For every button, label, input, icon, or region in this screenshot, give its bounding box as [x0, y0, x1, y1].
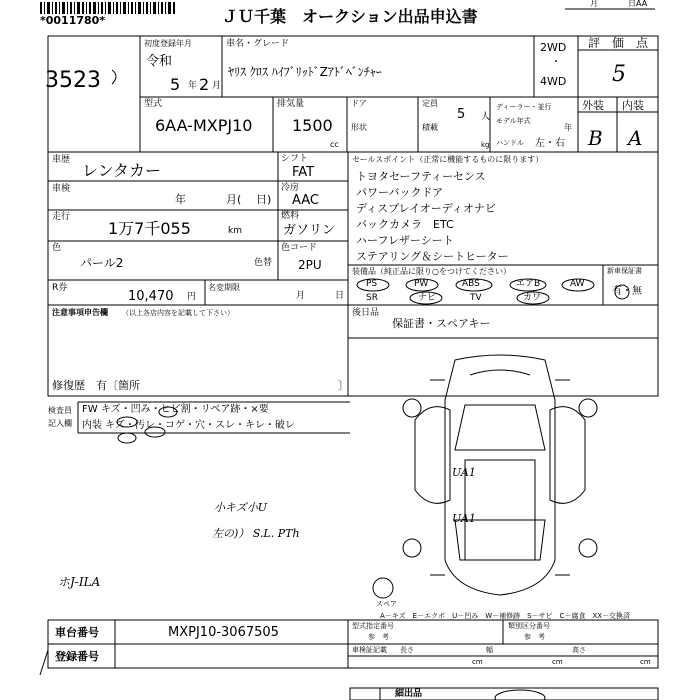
mileage-value: 1万7千055	[108, 219, 191, 238]
length-label: 長さ	[400, 646, 414, 654]
inspection-day: 日)	[256, 193, 272, 206]
color-replaced-label: 色替	[254, 258, 273, 268]
name-change-month: 月	[296, 291, 306, 301]
handwritten-note-3: ホJ-ILA	[58, 575, 101, 589]
interior-grade: A	[628, 126, 643, 150]
color-code: 2PU	[298, 258, 322, 272]
form-title: ＪＵ千葉 オークション出品申込書	[222, 7, 478, 26]
sales-point-item: ハーフレザーシート	[356, 234, 454, 247]
sales-point-item: トヨタセーフティーセンス	[356, 170, 486, 183]
score-label: 評 価 点	[588, 36, 649, 50]
dealer-label: ディーラー・並行	[496, 103, 552, 111]
model-value: 6AA-MXPJ10	[155, 116, 253, 135]
barcode-serial: *0011780*	[40, 14, 106, 27]
type-cert-label: 型式指定番号	[352, 622, 394, 630]
handle-value: 左・右	[535, 138, 565, 149]
sales-points-label: セールスポイント（正常に機能するものに限ります）	[352, 155, 544, 164]
inspector-row-exterior: FW キズ・凹み・ヒビ割・リペア跡・×要	[82, 404, 269, 415]
doors-label: ドア	[351, 99, 367, 108]
sales-point-item: ステアリング＆シートヒーター	[356, 250, 509, 263]
score-value: 5	[612, 62, 626, 87]
shift-label: シフト	[281, 154, 309, 164]
color-value: パール2	[80, 256, 124, 270]
chassis-value: MXPJ10-3067505	[168, 625, 279, 640]
handwritten-note-1: 小キズ小U	[214, 501, 268, 514]
chassis-label: 車台番号	[55, 626, 99, 639]
equip-pw: PW	[414, 279, 429, 289]
new-car-warranty-choice: 有・無	[612, 286, 642, 297]
first-reg-month: 2	[199, 75, 210, 94]
inspection-year: 年	[175, 193, 186, 206]
drive-4wd: 4WD	[540, 75, 567, 88]
inspection-label: 車検	[52, 184, 71, 194]
notes-label: 注意事項申告欄	[52, 308, 108, 317]
first-reg-year: 5	[170, 75, 181, 94]
inspector-row-interior: 内装 キズ・汚レ・コゲ・穴・スレ・キレ・破レ	[82, 420, 295, 431]
first-reg-year-suffix: 年	[188, 81, 198, 91]
spare-label: スペア	[376, 600, 397, 608]
equip-aw: AW	[570, 279, 585, 289]
diagram-mark-2: UA1	[452, 512, 476, 525]
sales-point-item: バックカメラ ETC	[356, 218, 454, 231]
interior-label: 内装	[622, 99, 644, 112]
shape-label: 形状	[351, 123, 367, 132]
model-year-unit: 年	[564, 123, 572, 132]
sales-point-item: ディスプレイオーディオナビ	[356, 202, 496, 215]
equip-airbag: エアB	[516, 279, 541, 289]
load-label: 積載	[422, 123, 438, 132]
drive-2wd: 2WD	[540, 41, 567, 54]
displacement-label: 排気量	[277, 99, 305, 109]
color-code-label: 色コード	[281, 243, 318, 253]
equip-abs: ABS	[462, 279, 480, 289]
history-label: 車歴	[52, 155, 71, 165]
registration-label: 登録番号	[55, 650, 99, 663]
date-day-label: 日AA	[628, 0, 648, 8]
name-change-day: 日	[335, 291, 345, 301]
new-car-warranty-label: 新車保証書	[607, 267, 642, 275]
capacity-value: 5	[457, 107, 466, 122]
capacity-label: 定員	[422, 99, 438, 108]
width-cm: cm	[552, 658, 563, 666]
repair-history-label: 修復歴 有〔箇所	[52, 379, 140, 392]
recycle-label: R券	[52, 283, 68, 293]
inspector-entry-label: 記入欄	[48, 419, 72, 428]
height-label: 高さ	[572, 646, 586, 654]
vehicle-name-label: 車名・グレード	[226, 39, 290, 49]
equip-navi: ナビ	[418, 293, 437, 303]
type-cert-ref: 参 考	[368, 633, 389, 641]
name-change-label: 名変期限	[208, 283, 240, 292]
first-reg-label: 初度登録年月	[144, 39, 192, 48]
aircon-value: AAC	[292, 193, 319, 208]
width-label: 幅	[486, 646, 493, 654]
length-cm: cm	[472, 658, 483, 666]
rear-items-value: 保証書・スペアキー	[392, 317, 491, 330]
vehicle-name: ﾔﾘｽ ｸﾛｽ ﾊｲﾌﾞﾘｯﾄﾞZｱﾄﾞﾍﾞﾝﾁｬｰ	[228, 65, 382, 79]
mileage-label: 走行	[52, 212, 71, 222]
equipment-label: 装備品（純正品に限り○をつけてください）	[352, 267, 511, 276]
displacement-value: 1500	[292, 116, 333, 135]
fuel-value: ガソリン	[283, 223, 336, 238]
handwritten-note-2: 左の)） S.L. PTh	[212, 527, 300, 540]
diagram-mark-1: UA1	[452, 466, 476, 479]
load-unit: kg	[481, 141, 490, 149]
capacity-unit: 人	[481, 112, 491, 122]
height-cm: cm	[640, 658, 651, 666]
recycle-value: 10,470	[128, 289, 174, 304]
model-label: 型式	[144, 99, 163, 109]
color-label: 色	[52, 243, 62, 253]
rear-items-label: 後日品	[352, 308, 380, 318]
aircon-label: 冷房	[281, 183, 300, 193]
equip-sr: SR	[366, 293, 378, 303]
damage-legend: A－キズ E－エクボ U－凹み W－補修跡 S－サビ C－腐食 XX－交換済	[380, 612, 631, 620]
car-diagram	[373, 355, 597, 598]
notes-sublabel: （以上各店内容を記載して下さい）	[122, 309, 234, 317]
equip-ps: PS	[366, 279, 378, 289]
category-label: 類別区分番号	[508, 622, 550, 630]
first-reg-month-suffix: 月	[212, 81, 222, 91]
mileage-unit: km	[228, 226, 242, 236]
equip-tv: TV	[470, 293, 482, 303]
car-length-label: 車検証記載	[352, 646, 387, 654]
drive-dot: ・	[551, 57, 561, 68]
exterior-grade: B	[588, 126, 603, 150]
lot-number: 3523	[45, 68, 101, 93]
model-year-label: モデル年式	[496, 117, 531, 125]
displacement-unit: cc	[330, 140, 339, 149]
handle-label: ハンドル	[496, 139, 524, 147]
footer-label: 細出品	[395, 689, 423, 699]
shift-value: FAT	[292, 165, 315, 180]
date-month-label: 月	[590, 0, 598, 8]
inspector-label: 検査員	[48, 406, 72, 415]
fuel-label: 燃料	[281, 211, 300, 221]
exterior-label: 外装	[582, 99, 604, 112]
history-value: レンタカー	[82, 161, 161, 180]
sales-point-item: パワーバックドア	[356, 186, 444, 199]
equip-leather: カワ	[523, 293, 542, 303]
repair-history-close: 〕	[338, 379, 349, 392]
first-reg-era: 令和	[146, 54, 173, 69]
inspection-month: 月(	[226, 193, 242, 206]
category-ref: 参 考	[524, 633, 545, 641]
recycle-unit: 円	[187, 292, 197, 302]
